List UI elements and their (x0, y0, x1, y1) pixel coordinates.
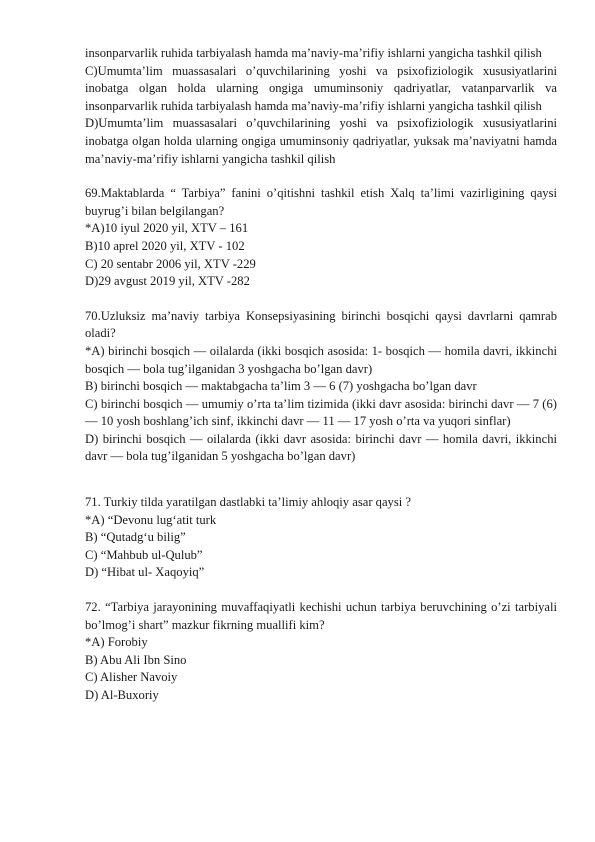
answer-option-c: C)Umumta’lim muassasalari o’quvchilarining yoshi va psixofiziologik xususiyatlarini inobatga olgan holda ularning ongiga umuminsoniy qadriyatlar, vatanparvarlik va insonparvarlik ruhida tarbiyalash hamda ma’naviy-ma’rifiy ishlarni yangicha tashkil qilish (85, 63, 557, 113)
question-72 (85, 599, 557, 705)
option-d: D)29 avgust 2019 yil, XTV -282 (85, 274, 250, 289)
option-b: B) “Qutadg‘u bilig” (85, 530, 186, 545)
option-c: C) birinchi bosqich — umumiy o’rta ta’lim tizimida (ikki davr asosida: birinchi davr — 7 (6) — 10 yosh boshlang’ich sinf, ikkinchi davr — 11 — 17 yosh o’rta va yuqori sinflar) (85, 396, 557, 429)
option-b: B) Abu Ali Ibn Sino (85, 652, 187, 667)
option-d: D) Al-Buxoriy (85, 688, 159, 702)
option-c: C) Alisher Navoiy (85, 670, 178, 685)
option-c: C) 20 sentabr 2006 yil, XTV -229 (85, 256, 256, 271)
question-70 (85, 308, 557, 466)
document-page (85, 45, 557, 705)
option-d: D) birinchi bosqich — oilalarda (ikki davr asosida: birinchi davr — homila davri, ikkinchi davr — bola tug’ilganidan 5 yoshgacha bo’lgan davr) (85, 431, 557, 464)
option-d: D) “Hibat ul- Xaqoyiq” (85, 565, 205, 580)
option-a: *A)10 iyul 2020 yil, XTV – 161 (85, 221, 249, 236)
option-c: C) “Mahbub ul-Qulub” (85, 547, 203, 562)
question-71 (85, 494, 557, 582)
question-text: 72. “Tarbiya jarayonining muvaffaqiyatli kechishi uchun tarbiya beruvchining o’zi tarbiyali bo’lmog’i shart” mazkur fikrning muallifi kim? (85, 600, 557, 632)
answer-option-d: D)Umumta’lim muassasalari o’quvchilarining yoshi va psixofiziologik xususiyatlarini inobatga olgan holda ularning ongiga umuminsoniy qadriyatlar, yuksak ma’naviyatni hamda ma’naviy-ma’rifiy ishlarni yangicha tashkil qilish (85, 116, 557, 166)
option-a: *A) Forobiy (85, 635, 148, 650)
option-b: B)10 aprel 2020 yil, XTV - 102 (85, 238, 245, 253)
question-text: 69.Maktablarda “ Tarbiya” fanini o’qitishni tashkil etish Xalq ta’limi vazirligining qaysi buyrug’i bilan belgilangan? (85, 186, 557, 218)
question-text: 70.Uzluksiz ma’naviy tarbiya Konsepsiyasining birinchi bosqichi qaysi davrlarni qamrab oladi? (85, 308, 557, 341)
option-a: *A) birinchi bosqich — oilalarda (ikki bosqich asosida: 1- bosqich — homila davri, ikkinchi bosqich — bola tug’ilganidan 3 yoshgacha bo’lgan davr) (85, 343, 557, 376)
option-a: *A) “Devonu lug‘atit turk (85, 512, 217, 527)
answer-continuation: insonparvarlik ruhida tarbiyalash hamda ma’naviy-ma’rifiy ishlarni yangicha tashkil qilish (85, 46, 542, 60)
option-b: B) birinchi bosqich — maktabgacha ta’lim 3 — 6 (7) yoshgacha bo’lgan davr (85, 379, 477, 394)
question-text: 71. Turkiy tilda yaratilgan dastlabki ta’limiy ahloqiy asar qaysi ? (85, 495, 411, 510)
question-69 (85, 185, 557, 291)
